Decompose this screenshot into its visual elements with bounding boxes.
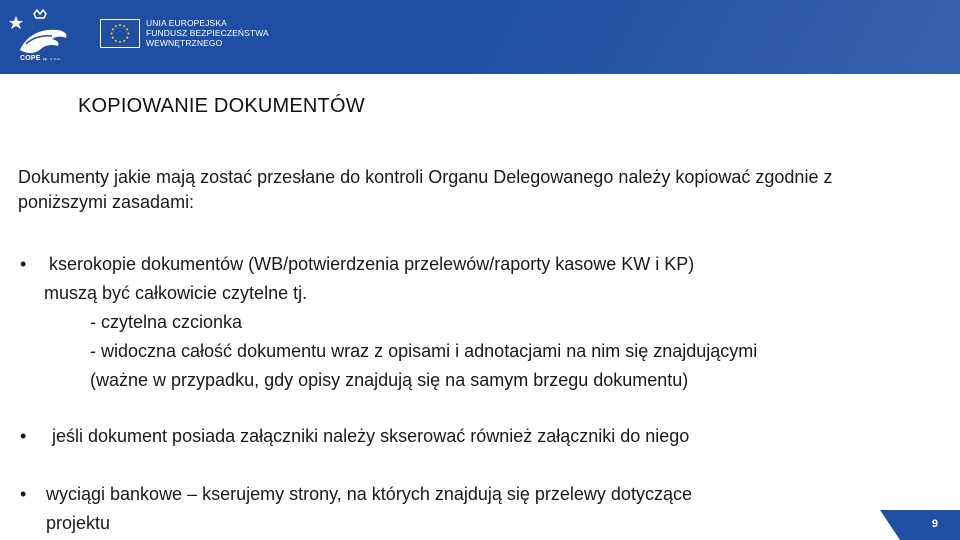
bullet-1-line-1: kserokopie dokumentów (WB/potwierdzenia przelewów/raporty kasowe KW i KP) <box>49 254 695 274</box>
bullet-item-1 <box>20 252 940 390</box>
bullet-marker: • <box>20 426 27 446</box>
cope-logo-sub: sp. z o.o. <box>42 56 62 61</box>
bullet-1-line-2: muszą być całkowicie czytelne tj. <box>44 283 308 303</box>
bullet-3-line-2: projektu <box>46 513 111 533</box>
bullet-3-line-1: wyciągi bankowe – kserujemy strony, na których znajdują się przelewy dotyczące <box>46 484 692 504</box>
bullet-2-line-1: jeśli dokument posiada załączniki należy skserować również załączniki do niego <box>52 426 690 446</box>
bullet-item-2 <box>20 424 940 452</box>
intro-paragraph: Dokumenty jakie mają zostać przesłane do kontroli Organu Delegowanego należy kopiować zgodnie z poniższymi zasadami: <box>18 167 833 212</box>
eu-line-1: UNIA EUROPEJSKA <box>146 18 227 28</box>
eu-line-2: FUNDUSZ BEZPIECZEŃSTWA <box>146 28 269 38</box>
cope-logo-text <box>20 55 61 62</box>
footer-white-band <box>0 510 900 540</box>
bullet-marker: • <box>20 254 27 274</box>
bullet-3-continuation <box>46 511 110 536</box>
cope-logo-label: COPE <box>20 55 41 62</box>
eu-line-3: WEWNĘTRZNEGO <box>146 38 223 48</box>
slide-title: KOPIOWANIE DOKUMENTÓW <box>78 95 365 117</box>
page-number: 9 <box>931 518 938 530</box>
bullet-1-line-5: (ważne w przypadku, gdy opisy znajdują się na samym brzegu dokumentu) <box>90 370 689 390</box>
eu-flag-icon <box>100 19 140 48</box>
eu-fund-label <box>146 18 269 48</box>
bullet-marker: • <box>20 484 27 504</box>
header-banner <box>0 0 960 74</box>
bullet-1-line-3: - czytelna czcionka <box>90 312 243 332</box>
bullet-1-line-4: - widoczna całość dokumentu wraz z opisami i adnotacjami na nim się znajdującymi <box>90 341 758 361</box>
header-decoration <box>467 0 960 74</box>
